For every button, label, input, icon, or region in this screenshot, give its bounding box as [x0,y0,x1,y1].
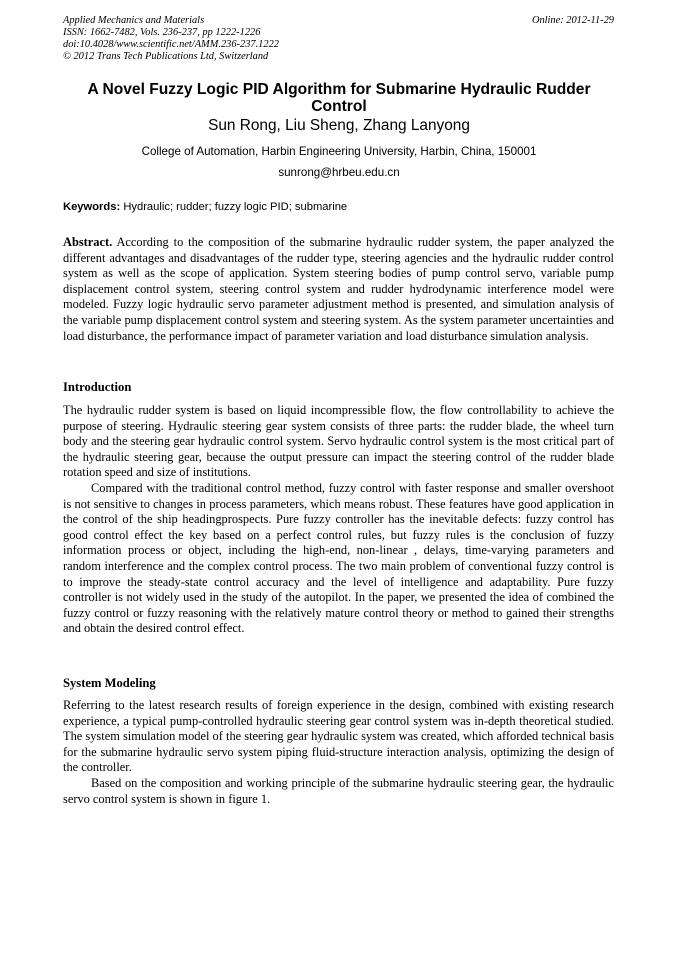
abstract [63,235,614,344]
journal-header [63,15,279,63]
author-email: sunrong@hrbeu.edu.cn [278,166,400,179]
introduction-paragraph-2: Compared with the traditional control method, fuzzy control with faster response and smaller overshoot is not sensitive to changes in process parameters, which means robust. These features have good application in the control of the ship headingprospects. Pure fuzzy controller has the inevitable defects: fuzzy control has good control effect the key based on a perfect control rules, but fuzzy rules is the conclusion of fuzzy information process or object, including the high-end, non-linear , delays, time-varying parameters and random interference and the complex control process. The two main problem of conventional fuzzy control is to improve the steady-state control accuracy and the level of intelligence and adaptability. Pure fuzzy controller is not widely used in the study of the autopilot. In the paper, we presented the idea of combined the fuzzy control or fuzzy reasoning with the relatively mature control theory or method to gained their strengths and obtain the desired control effect. [63,480,614,636]
copyright-line: © 2012 Trans Tech Publications Ltd, Switzerland [63,51,269,62]
issn-line: ISSN: 1662-7482, Vols. 236-237, pp 1222-1226 [63,27,261,38]
system-modeling-paragraph-1: Referring to the latest research results of foreign experience in the design, combined with existing research experience, a typical pump-controlled hydraulic steering gear control system was in-depth theoretical studied. The system simulation model of the steering gear hydraulic system was created, which afforded technical basis for the submarine hydraulic servo system piping fluid-structure interaction analysis, optimizing the design of the controller. [63,698,614,775]
keywords [63,200,615,214]
online-date: Online: 2012-11-29 [531,15,614,26]
system-modeling-heading: System Modeling [63,676,156,690]
keywords-label: Keywords: [63,201,121,213]
paper-title: A Novel Fuzzy Logic PID Algorithm for Submarine Hydraulic Rudder Control [87,81,591,115]
paper-authors: Sun Rong, Liu Sheng, Zhang Lanyong [208,117,470,134]
journal-name: Applied Mechanics and Materials [63,15,205,26]
author-affiliation: College of Automation, Harbin Engineering University, Harbin, China, 150001 [141,145,537,158]
system-modeling-section [63,698,614,807]
system-modeling-paragraph-2: Based on the composition and working principle of the submarine hydraulic steering gear, the hydraulic servo control system is shown in figure 1. [63,775,614,806]
abstract-label: Abstract. [63,235,113,249]
abstract-text: According to the composition of the submarine hydraulic rudder system, the paper analyzed the different advantages and disadvantages of the rudder type, steering agencies and the hydraulic rudder control system as well as the scope of application. System steering bodies of pump control servo, variable pump displacement control system, steering control system and rudder hydrodynamic interference model were modeled. Fuzzy logic hydraulic servo parameter adjustment method is presented, and simulation analysis of the variable pump displacement control system and steering system. As the system parameter uncertainties and load disturbance, the performance impact of parameter variation and load disturbance simulation analysis. [63,235,614,343]
keywords-text: Hydraulic; rudder; fuzzy logic PID; submarine [123,201,348,213]
introduction-paragraph-1: The hydraulic rudder system is based on liquid incompressible flow, the flow controllability to achieve the purpose of steering. Hydraulic steering gear system consists of three parts: the rudder blade, the wheel turn body and the steering gear hydraulic control system. Servo hydraulic control system is the most critical part of the hydraulic steering gear, because the output pressure can impact the steering control of the rudder blade rotation speed and size of institutions. [63,403,614,480]
introduction-section [63,403,614,637]
introduction-heading: Introduction [63,380,132,394]
doi-line: doi:10.4028/www.scientific.net/AMM.236-237.1222 [63,39,279,50]
